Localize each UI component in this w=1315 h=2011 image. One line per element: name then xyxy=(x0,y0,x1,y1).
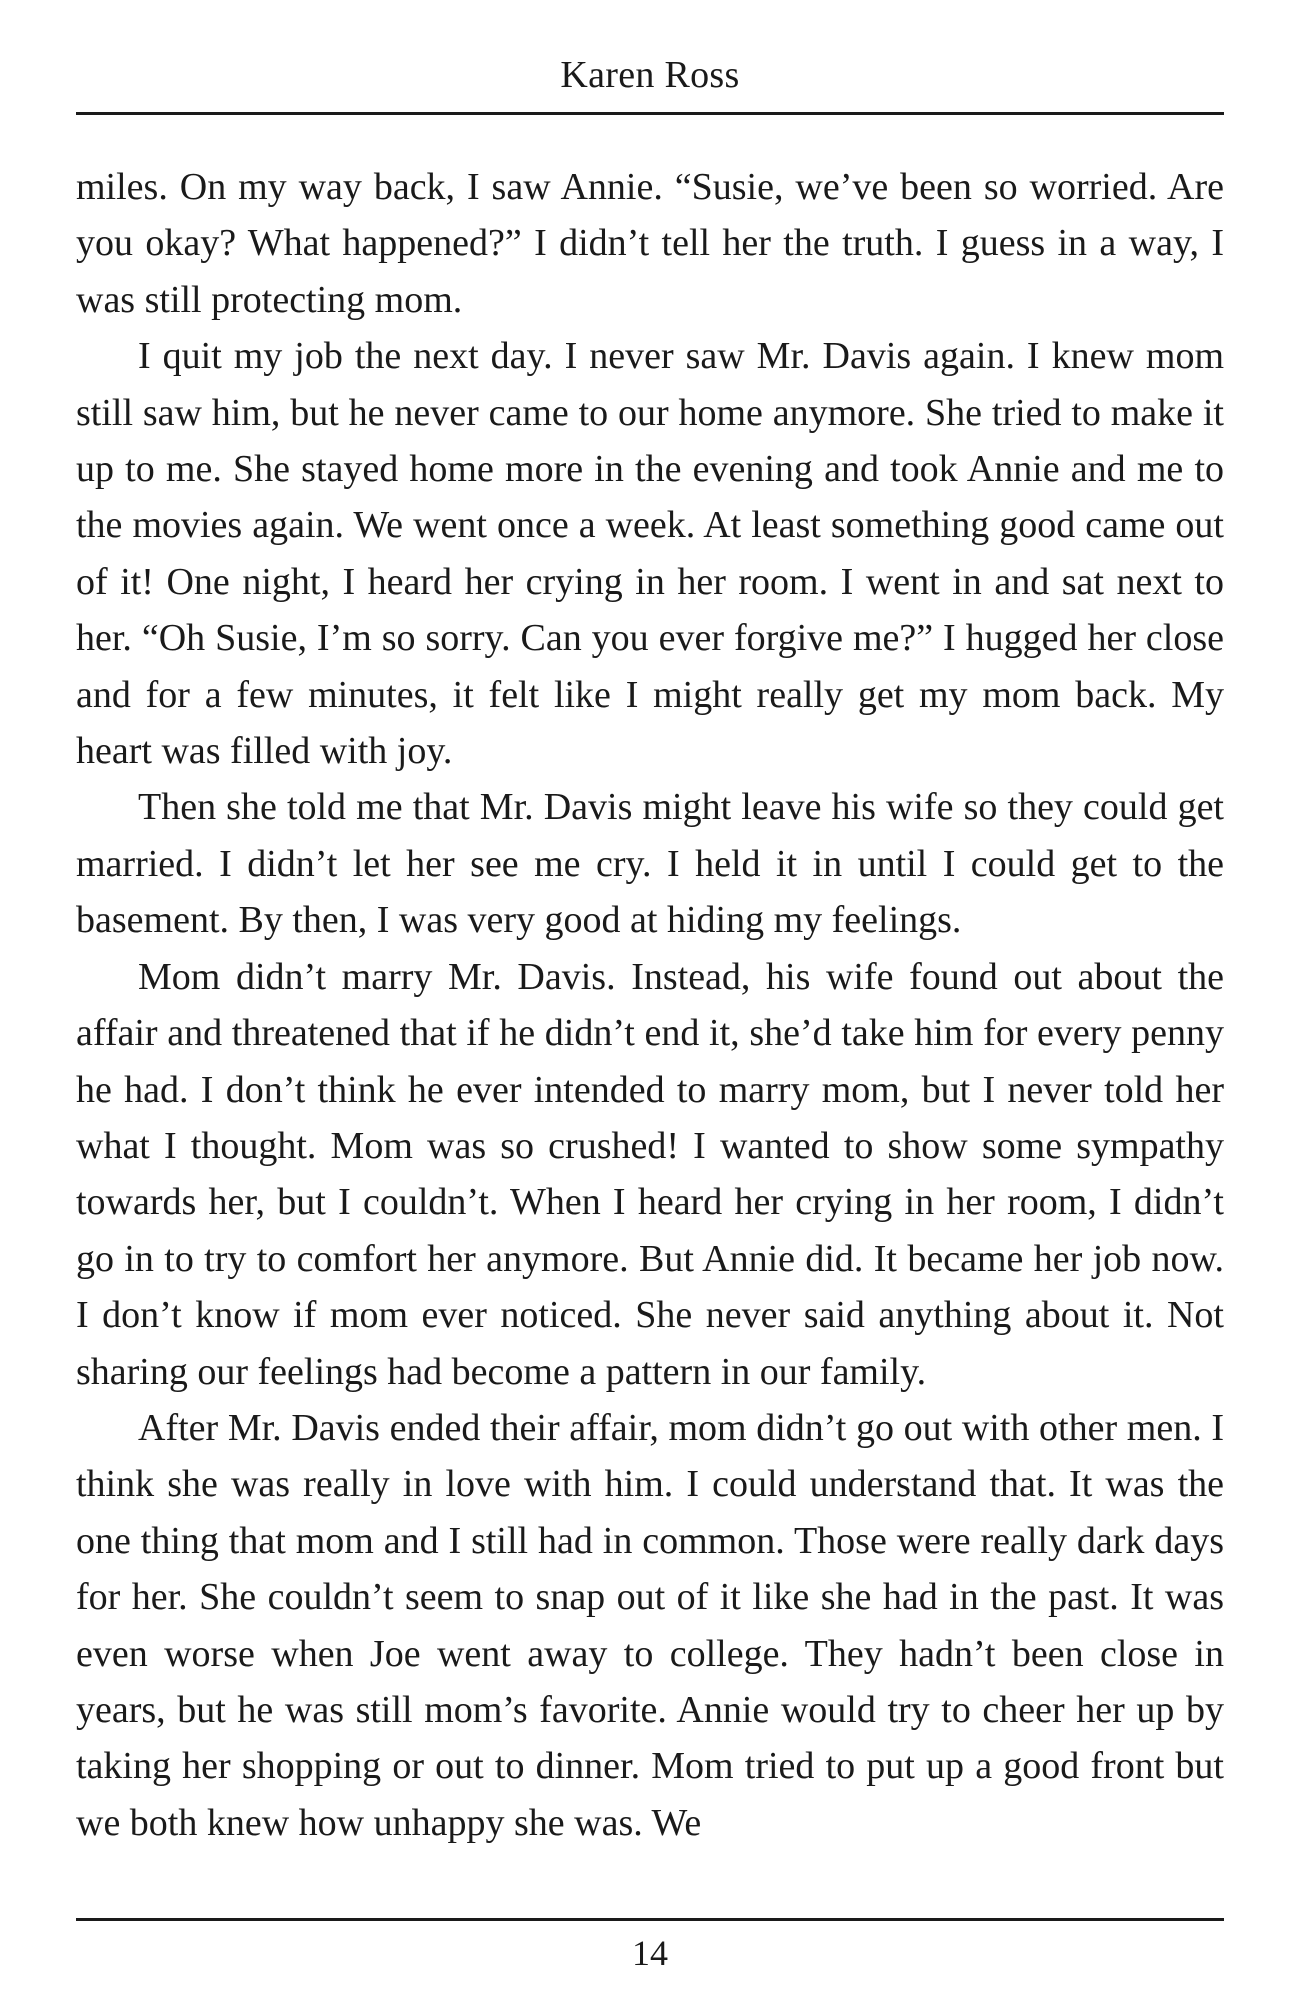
footer-rule xyxy=(76,1918,1224,1921)
paragraph: Then she told me that Mr. Davis might leave his wife so they could get married. I didn’t let her see me cry. I held it in until I could get to the basement. By then, I was very good at hiding my feelings. xyxy=(76,786,1224,942)
running-header: Karen Ross xyxy=(560,54,740,96)
paragraph: I quit my job the next day. I never saw Mr. Davis again. I knew mom still saw him, but he never came to our home anymore. She tried to make it up to me. She stayed home more in the evening and took Annie and me to the movies again. We went once a week. At least something good came out of it! One night, I heard her crying in her room. I went in and sat next to her. “Oh Susie, I’m so sorry. Can you ever forgive me?” I hugged her close and for a few minutes, it felt like I might really get my mom back. My heart was filled with joy. xyxy=(76,335,1224,773)
page-body xyxy=(76,159,1224,1851)
paragraph-continued: miles. On my way back, I saw Annie. “Susie, we’ve been so worried. Are you okay? What happened?” I didn’t tell her the truth. I guess in a way, I was still protecting mom. xyxy=(76,166,1224,321)
paragraph: After Mr. Davis ended their affair, mom didn’t go out with other men. I think she was really in love with him. I could understand that. It was the one thing that mom and I still had in common. Those were really dark days for her. She couldn’t seem to snap out of it like she had in the past. It was even worse when Joe went away to college. They hadn’t been close in years, but he was still mom’s favorite. Annie would try to cheer her up by taking her shopping or out to dinner. Mom tried to put up a good front but we both knew how unhappy she was. We xyxy=(76,1406,1224,1844)
paragraph: Mom didn’t marry Mr. Davis. Instead, his wife found out about the affair and threatened that if he didn’t end it, she’d take him for every penny he had. I don’t think he ever intended to marry mom, but I never told her what I thought. Mom was so crushed! I wanted to show some sympathy towards her, but I couldn’t. When I heard her crying in her room, I didn’t go in to try to comfort her anymore. But Annie did. It became her job now. I don’t know if mom ever noticed. She never said anything about it. Not sharing our feelings had become a pattern in our family. xyxy=(76,955,1224,1393)
page-number: 14 xyxy=(632,1933,668,1973)
header-rule xyxy=(76,112,1224,115)
